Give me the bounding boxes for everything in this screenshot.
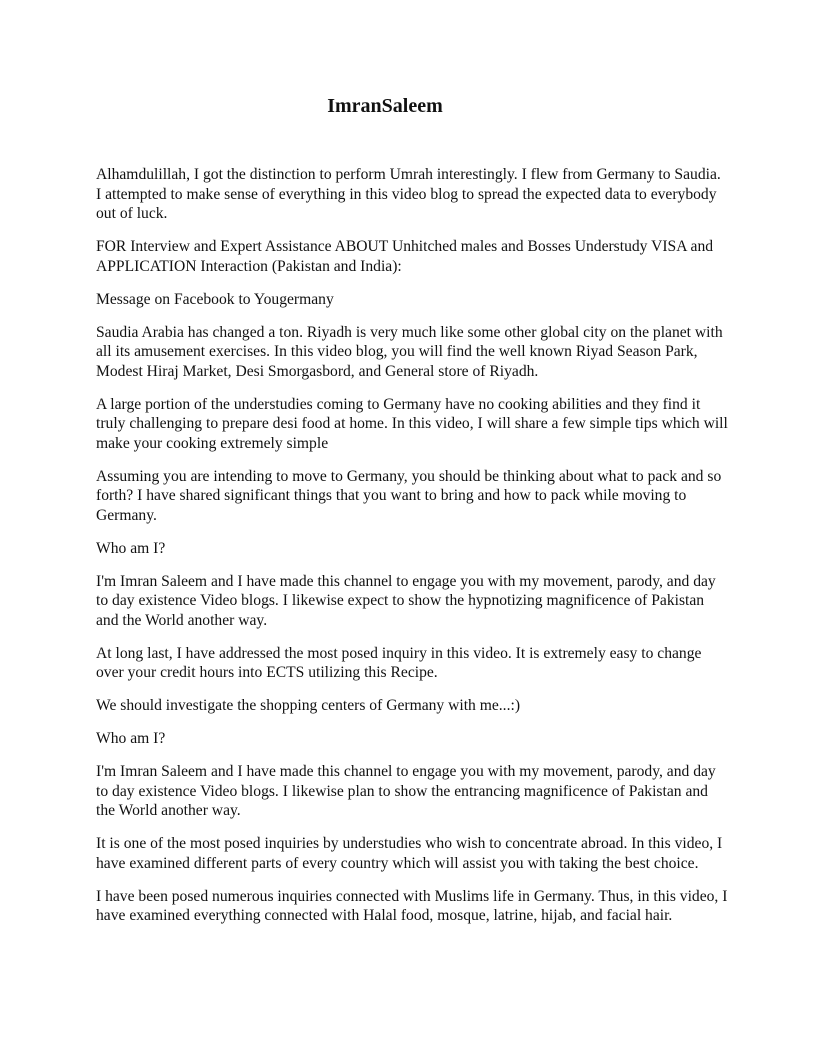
- paragraph-riyadh: Saudia Arabia has changed a ton. Riyadh is very much like some other global city on the planet with all its amusement exercises. In this video blog, you will find the well known Riyad Season Park, Modest Hiraj Market, Desi Smorgasbord, and General store of Riyadh.: [96, 323, 723, 380]
- paragraph-umrah: Alhamdulillah, I got the distinction to perform Umrah interestingly. I flew from Germany to Saudia. I attempted to make sense of everything in this video blog to spread the expected data to everybody out of luck.: [96, 166, 721, 222]
- paragraph-who-am-i: Who am I?: [96, 539, 166, 557]
- paragraph-shopping: We should investigate the shopping centers of Germany with me...:): [96, 697, 521, 714]
- document-title: ImranSaleem: [327, 95, 443, 117]
- paragraph-about-channel-2: I'm Imran Saleem and I have made this channel to engage you with my movement, parody, and day to day existence Video blogs. I likewise plan to show the entrancing magnificence of Pakistan and the World another way.: [96, 763, 716, 819]
- paragraph-facebook-message: Message on Facebook to Yougermany: [96, 290, 334, 308]
- paragraph-muslim-life: I have been posed numerous inquiries connected with Muslims life in Germany. Thus, in this video, I have examined everything connected with Halal food, mosque, latrine, hijab, and facial hair.: [96, 887, 728, 924]
- paragraph-study-abroad: It is one of the most posed inquiries by understudies who wish to concentrate abroad. In this video, I have examined different parts of every country which will assist you with taking the best choice.: [96, 835, 723, 872]
- paragraph-about-channel: I'm Imran Saleem and I have made this channel to engage you with my movement, parody, and day to day existence Video blogs. I likewise expect to show the hypnotizing magnificence of Pakistan and the World another way.: [96, 572, 716, 629]
- paragraph-ects: At long last, I have addressed the most posed inquiry in this video. It is extremely easy to change over your credit hours into ECTS utilizing this Recipe.: [96, 644, 702, 681]
- paragraph-packing: Assuming you are intending to move to Germany, you should be thinking about what to pack and so forth? I have shared significant things that you want to bring and how to pack while moving to Germany.: [96, 467, 722, 524]
- document-body: [96, 165, 728, 939]
- paragraph-cooking: A large portion of the understudies coming to Germany have no cooking abilities and they find it truly challenging to prepare desi food at home. In this video, I will share a few simple tips which will make your cooking extremely simple: [96, 395, 728, 452]
- paragraph-visa-assistance: FOR Interview and Expert Assistance ABOUT Unhitched males and Bosses Understudy VISA and APPLICATION Interaction (Pakistan and India):: [96, 238, 714, 275]
- paragraph-who-am-i-2: Who am I?: [96, 730, 166, 747]
